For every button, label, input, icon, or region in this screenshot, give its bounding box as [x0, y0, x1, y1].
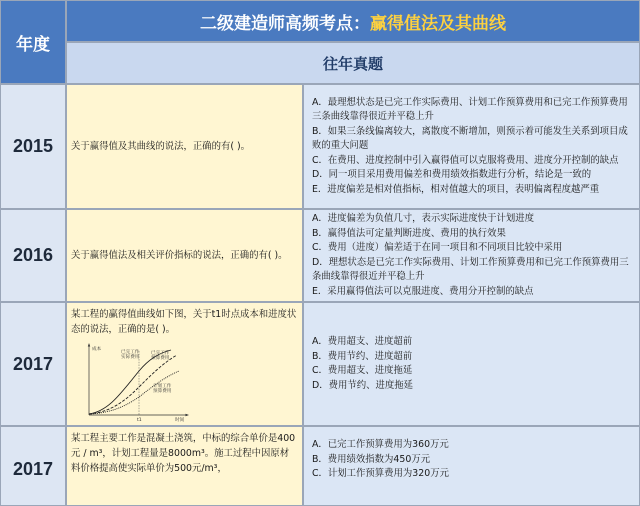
option-b: B．费用节约、进度超前 [312, 350, 413, 362]
t1-label: t1 [137, 418, 142, 423]
option-e: E．进度偏差是相对值指标，相对值越大的项目，表明偏离程度越严重 [312, 183, 600, 195]
options-cell-2015 [303, 84, 640, 209]
option-c: C．计划工作预算费用为320万元 [312, 468, 449, 479]
question-cell-2015 [66, 84, 303, 209]
y-axis-arrow [88, 343, 90, 347]
option-a: A．已完工作预算费用为360万元 [312, 439, 449, 450]
y-axis-label: 成本 [92, 347, 102, 352]
question-cell-2017-a [66, 302, 303, 426]
option-b: B．赢得值法可定量判断进度、费用的执行效果 [312, 227, 506, 239]
table-title [66, 0, 640, 42]
header-year-label: 年度 [0, 0, 66, 84]
earned-value-chart [75, 341, 197, 423]
option-c: C．费用超支、进度拖延 [312, 365, 413, 376]
option-a: A．最理想状态是已完工作实际费用、计划工作预算费用和已完工作预算费用三条曲线靠得很近并平稳上升 [312, 96, 628, 123]
option-d: D．理想状态是已完工作实际费用、计划工作预算费用和已完工作预算费用三条曲线靠得很近并平稳上升 [312, 256, 629, 282]
option-d: D．同一项目采用费用偏差和费用绩效指数进行分析，结论是一致的 [312, 169, 592, 181]
option-b: B．费用绩效指数为450万元 [312, 453, 431, 465]
x-axis-label: 时间 [175, 418, 185, 423]
option-a: A．费用超支、进度超前 [312, 336, 413, 347]
year-cell-2015: 2015 [0, 84, 66, 209]
option-b: B．如果三条线偏离较大，离散度不断增加，则预示着可能发生关系到项目成败的重大问题 [312, 125, 628, 152]
question-text: 某工程的赢得值曲线如下图，关于t1时点成本和进度状态的说法，正确的是( )。 [71, 309, 297, 335]
question-cell-2016 [66, 209, 303, 302]
curve-label-earned-value: 已完工作 [151, 351, 170, 356]
year-cell-2016: 2016 [0, 209, 66, 302]
option-a: A．进度偏差为负值几寸，表示实际进度快于计划进度 [312, 213, 535, 224]
question-text: 某工程主要工作是混凝土浇筑，中标的综合单价是400元 / m³，计划工程量是8000m³。施工过程中因原材料价格提高使实际单价为500元/m³， [71, 433, 296, 474]
title-prefix: 二级建造师高频考点： [200, 13, 370, 33]
title-highlight: 赢得值法及其曲线 [370, 13, 506, 33]
options-cell-2017-a [303, 302, 640, 426]
earned-value-chart-svg [75, 341, 197, 423]
option-c: C．在费用、进度控制中引入赢得值可以克服将费用、进度分开控制的缺点 [312, 154, 619, 166]
curve-label-planned-value: 计划工作 [153, 384, 172, 389]
option-e: E．采用赢得值法可以克服进度、费用分开控制的缺点 [312, 285, 534, 297]
curve-label-planned-value-2: 预算费用 [153, 389, 172, 394]
option-c: C．费用（进度）偏差适于在同一项目和不同项目比较中采用 [312, 242, 563, 253]
curve-label-actual-cost: 已完工作 [121, 350, 140, 355]
curve-label-actual-cost-2: 实际费用 [121, 355, 140, 360]
curve-label-earned-value-2: 预算费用 [151, 356, 170, 361]
option-d: D．费用节约、进度拖延 [312, 379, 413, 391]
year-cell-2017-a: 2017 [0, 302, 66, 426]
question-text: 关于赢得值及其曲线的说法，正确的有( )。 [71, 141, 251, 152]
question-cell-2017-b [66, 426, 303, 506]
x-axis-arrow [186, 414, 190, 416]
subheader-past-exams: 往年真题 [66, 42, 640, 84]
year-cell-2017-b: 2017 [0, 426, 66, 506]
question-text: 关于赢得值法及相关评价指标的说法，正确的有( )。 [71, 250, 288, 261]
options-cell-2017-b [303, 426, 640, 506]
options-cell-2016 [303, 209, 640, 302]
